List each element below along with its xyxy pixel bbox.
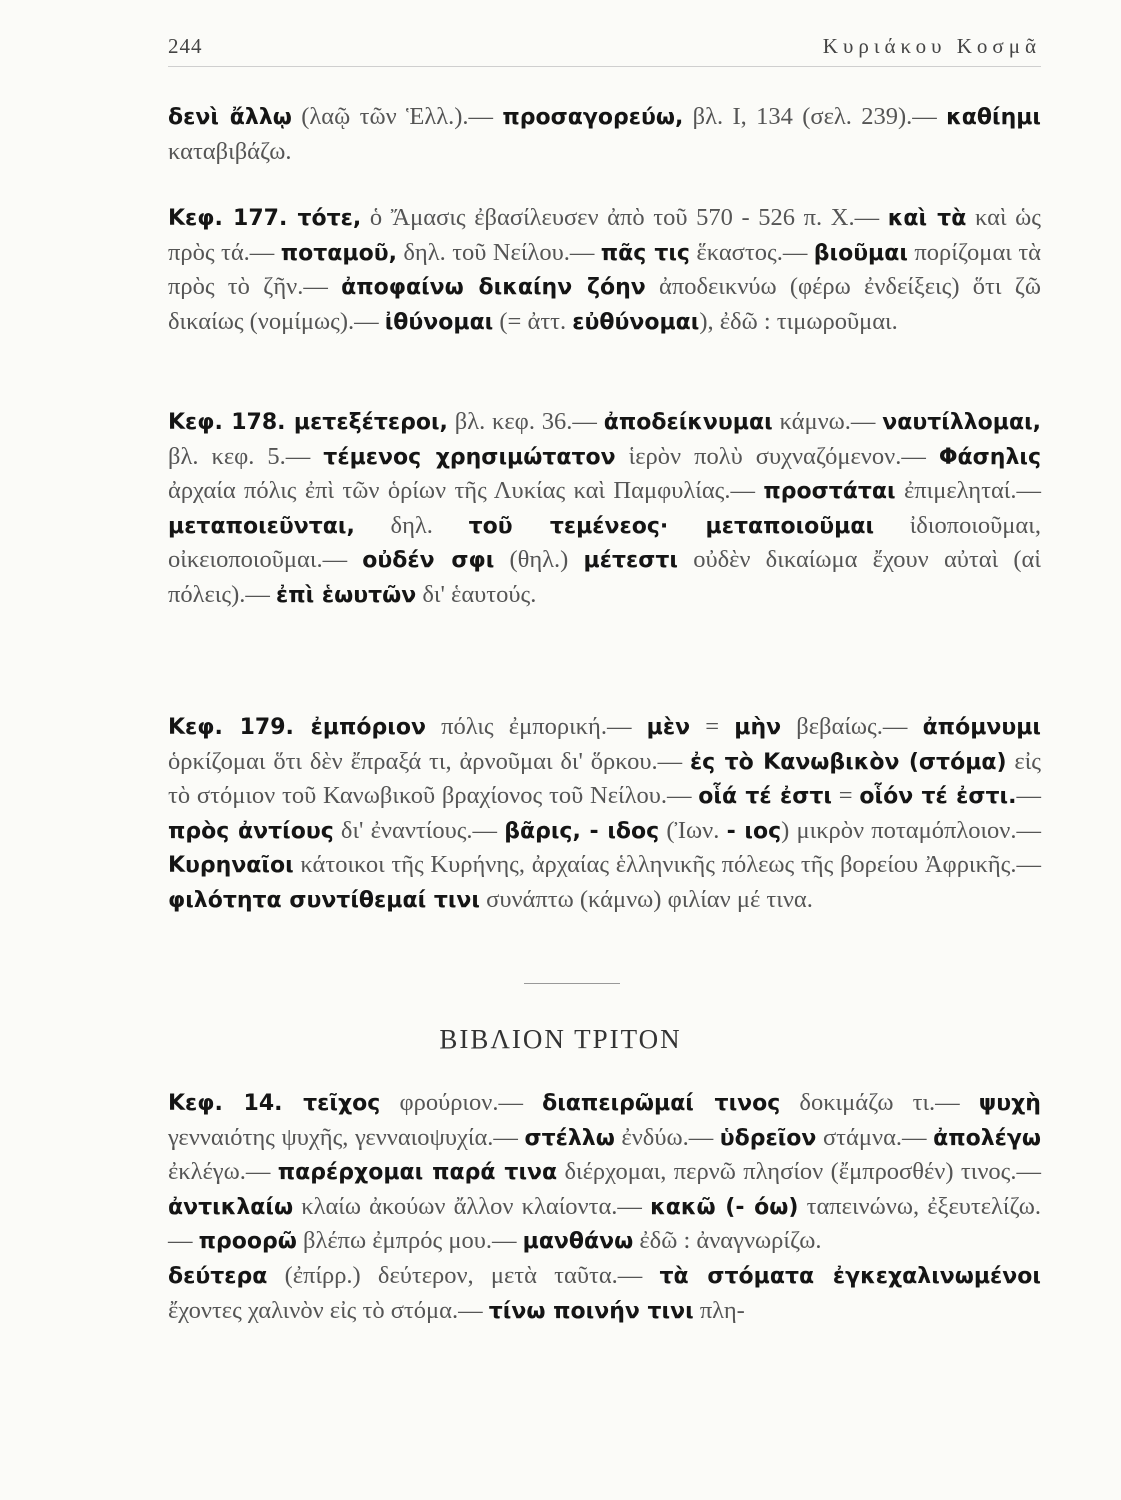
gloss-text: δι' ἐναντίους.— bbox=[333, 816, 505, 844]
section-chapter-179 bbox=[168, 710, 1041, 918]
lemma: Κεφ. 14. bbox=[168, 1091, 283, 1116]
lemma: εὐθύνομαι bbox=[572, 309, 700, 335]
lemma: οἷά τέ ἐστι bbox=[698, 784, 832, 810]
gloss-text: = bbox=[832, 782, 860, 810]
gloss-text: βλ. κεφ. 5.— bbox=[168, 442, 324, 470]
lemma: προσαγορεύω, bbox=[502, 105, 684, 130]
gloss-text: (ἐπίρρ.) δεύτερον, μετὰ ταῦτα.— bbox=[267, 1261, 660, 1289]
lemma: ἀπολέγω bbox=[933, 1125, 1041, 1151]
gloss-text: (λαῷ τῶν Ἑλλ.).— bbox=[291, 103, 503, 130]
lemma: οἷόν τέ ἐστι. bbox=[859, 784, 1017, 810]
gloss-text: καταβιβάζω. bbox=[168, 137, 292, 165]
gloss-text: (θηλ.) bbox=[494, 546, 584, 574]
gloss-text: εἰς τὸ στόμιον τοῦ Κανωβικοῦ βραχίονος τοῦ Νείλου.— bbox=[168, 747, 1041, 810]
lemma: μετεξέτεροι, bbox=[285, 410, 448, 435]
gloss-text: οὐδὲν δικαίωμα ἔχουν αὐταὶ (αἱ πόλεις).— bbox=[168, 546, 1041, 608]
lemma: ψυχὴ bbox=[978, 1091, 1041, 1116]
gloss-text: συνάπτω (κάμνω) φιλίαν μέ τινα. bbox=[480, 885, 813, 913]
gloss-text: ὁρκίζομαι ὅτι δὲν ἔπραξά τι, ἀρνοῦμαι δι' ὅρκου.— bbox=[168, 747, 690, 775]
lemma: Κεφ. 178. bbox=[168, 410, 286, 435]
paragraph bbox=[168, 1086, 1041, 1259]
gloss-text: (= ἀττ. bbox=[493, 307, 573, 335]
lemma: μὲν bbox=[646, 715, 691, 740]
lemma: κακῶ (- όω) bbox=[650, 1194, 799, 1220]
gloss-text: πορίζομαι τὰ πρὸς τὸ ζῆν.— bbox=[168, 238, 1041, 301]
lemma: τοῦ τεμένεος· μεταποιοῦμαι bbox=[468, 513, 875, 539]
gloss-text: βεβαίως.— bbox=[781, 713, 923, 740]
gloss-text: πόλις ἐμπορική.— bbox=[425, 713, 647, 740]
lemma: τὰ στόματα ἐγκεχαλινωμένοι bbox=[659, 1263, 1041, 1289]
lemma: Κεφ. 179. bbox=[168, 715, 294, 740]
gloss-text: δοκιμάζω τι.— bbox=[780, 1089, 979, 1116]
gloss-text: κάμνω.— bbox=[772, 408, 883, 435]
lemma: ποταμοῦ, bbox=[280, 240, 397, 266]
paragraph bbox=[168, 405, 1041, 613]
lemma: τότε, bbox=[287, 206, 362, 231]
gloss-text: ἐπιμεληταί.— bbox=[895, 477, 1041, 505]
gloss-text: ταπεινώνω, ἐξευτελίζω.— bbox=[168, 1192, 1041, 1255]
gloss-text: (Ἰων. bbox=[659, 816, 727, 844]
lemma: μανθάνω bbox=[522, 1229, 634, 1255]
lemma: τέμενος χρησιμώτατον bbox=[323, 444, 616, 470]
lemma: καὶ τὰ bbox=[887, 206, 967, 231]
gloss-text: ὁ Ἄμασις ἐβασίλευσεν ἀπὸ τοῦ 570 - 526 π. Χ.— bbox=[361, 204, 888, 231]
gloss-text: ἐνδύω.— bbox=[614, 1123, 720, 1151]
lemma: ἐπὶ ἑωυτῶν bbox=[276, 582, 417, 608]
lemma: τίνω ποινήν τινι bbox=[488, 1298, 694, 1324]
lemma: καθίημι bbox=[946, 105, 1041, 130]
gloss-text: = bbox=[690, 713, 735, 740]
lemma: προστάται bbox=[763, 479, 896, 505]
paragraph bbox=[168, 710, 1041, 918]
gloss-text: πλη- bbox=[693, 1296, 745, 1324]
gloss-text: ἕκαστος.— bbox=[689, 238, 814, 266]
lemma: ὑδρεῖον bbox=[719, 1125, 817, 1151]
gloss-text: καὶ ὡς πρὸς τά.— bbox=[168, 204, 1041, 266]
gloss-text: ), ἐδῶ : τιμωροῦμαι. bbox=[699, 307, 898, 335]
gloss-text: ἱερὸν πολὺ συχναζόμενον.— bbox=[615, 442, 939, 470]
lemma: πᾶς τις bbox=[600, 240, 690, 266]
gloss-text: δι' ἑαυτούς. bbox=[416, 580, 537, 608]
paragraph bbox=[168, 100, 1041, 168]
lemma: στέλλω bbox=[524, 1125, 615, 1151]
lemma: τεῖχος bbox=[282, 1091, 381, 1116]
gloss-text: κάτοικοι τῆς Κυρήνης, ἀρχαίας ἑλληνικῆς πόλεως τῆς βορείου Ἀφρικῆς.— bbox=[293, 851, 1041, 879]
gloss-text: βλ. κεφ. 36.— bbox=[447, 408, 604, 435]
lemma: ἀπόμνυμι bbox=[922, 715, 1041, 740]
lemma: ἰθύνομαι bbox=[384, 309, 494, 335]
lemma: βᾶρις, - ιδος bbox=[504, 818, 660, 844]
header-rule bbox=[168, 66, 1041, 67]
lemma: Κυρηναῖοι bbox=[168, 853, 294, 879]
gloss-text: βλ. Ι, 134 (σελ. 239).— bbox=[683, 103, 947, 130]
lemma: παρέρχομαι παρά τινα bbox=[277, 1160, 558, 1186]
section-intro bbox=[168, 100, 1041, 168]
gloss-text: βλέπω ἐμπρός μου.— bbox=[296, 1227, 523, 1255]
lemma: βιοῦμαι bbox=[813, 240, 908, 266]
gloss-text: ἔχοντες χαλινὸν εἰς τὸ στόμα.— bbox=[168, 1296, 489, 1324]
gloss-text: κλαίω ἀκούων ἄλλον κλαίοντα.— bbox=[293, 1192, 651, 1220]
book-title: ΒΙΒΛΙΟΝ ΤΡΙΤΟΝ bbox=[439, 1024, 682, 1054]
gloss-text: δηλ. τοῦ Νείλου.— bbox=[396, 238, 601, 266]
lemma: ἐς τὸ Κανωβικὸν (στόμα) bbox=[689, 749, 1007, 775]
page-header bbox=[168, 34, 1041, 60]
running-head-author: Κυριάκου Κοσμᾶ bbox=[822, 34, 1041, 58]
gloss-text: δηλ. bbox=[354, 511, 469, 539]
lemma: ἐμπόριον bbox=[293, 715, 426, 740]
section-chapter-178 bbox=[168, 405, 1041, 613]
gloss-text: — bbox=[1016, 782, 1041, 810]
section-book3-chapter-14 bbox=[168, 1086, 1041, 1328]
lemma: Κεφ. 177. bbox=[168, 206, 288, 231]
lemma: Φάσηλις bbox=[938, 444, 1041, 470]
lemma: δεύτερα bbox=[168, 1263, 268, 1289]
lemma: - ιος bbox=[726, 818, 782, 844]
lemma: ἀντικλαίω bbox=[168, 1194, 294, 1220]
lemma: μὴν bbox=[734, 715, 782, 740]
lemma: οὐδέν σφι bbox=[362, 548, 495, 574]
lemma: ἀποδείκνυμαι bbox=[603, 410, 773, 435]
gloss-text: ἰδιοποιοῦμαι, οἰκειοποιοῦμαι.— bbox=[168, 511, 1041, 574]
paragraph bbox=[168, 201, 1041, 339]
gloss-text: γενναιότης ψυχῆς, γενναιοψυχία.— bbox=[168, 1123, 525, 1151]
lemma: φιλότητα συντίθεμαί τινι bbox=[168, 887, 480, 913]
lemma: πρὸς ἀντίους bbox=[168, 818, 334, 844]
gloss-text: στάμνα.— bbox=[816, 1123, 934, 1151]
gloss-text: ἀποδεικνύω (φέρω ἐνδείξεις) ὅτι ζῶ δικαίως (νομίμως).— bbox=[168, 273, 1041, 335]
page-number: 244 bbox=[168, 34, 203, 58]
lemma: δενὶ ἄλλῳ bbox=[168, 105, 292, 130]
lemma: διαπειρῶμαί τινος bbox=[542, 1091, 781, 1116]
gloss-text: ἀρχαία πόλις ἐπὶ τῶν ὁρίων τῆς Λυκίας καὶ Παμφυλίας.— bbox=[168, 477, 764, 505]
gloss-text: ἐκλέγω.— bbox=[168, 1158, 278, 1186]
section-chapter-177 bbox=[168, 201, 1041, 339]
gloss-text: διέρχομαι, περνῶ πλησίον (ἔμπροσθέν) τινος.— bbox=[557, 1158, 1041, 1186]
section-divider bbox=[524, 983, 620, 984]
gloss-text: ) μικρὸν ποταμόπλοιον.— bbox=[781, 816, 1041, 844]
gloss-text: ἐδῶ : ἀναγνωρίζω. bbox=[633, 1227, 822, 1255]
lemma: μεταποιεῦνται, bbox=[168, 513, 355, 539]
lemma: ναυτίλλομαι, bbox=[882, 410, 1042, 435]
paragraph bbox=[168, 1259, 1041, 1328]
gloss-text: φρούριον.— bbox=[380, 1089, 543, 1116]
lemma: προορῶ bbox=[198, 1229, 297, 1255]
lemma: ἀποφαίνω δικαίην ζόην bbox=[341, 275, 646, 301]
lemma: μέτεστι bbox=[583, 548, 678, 574]
